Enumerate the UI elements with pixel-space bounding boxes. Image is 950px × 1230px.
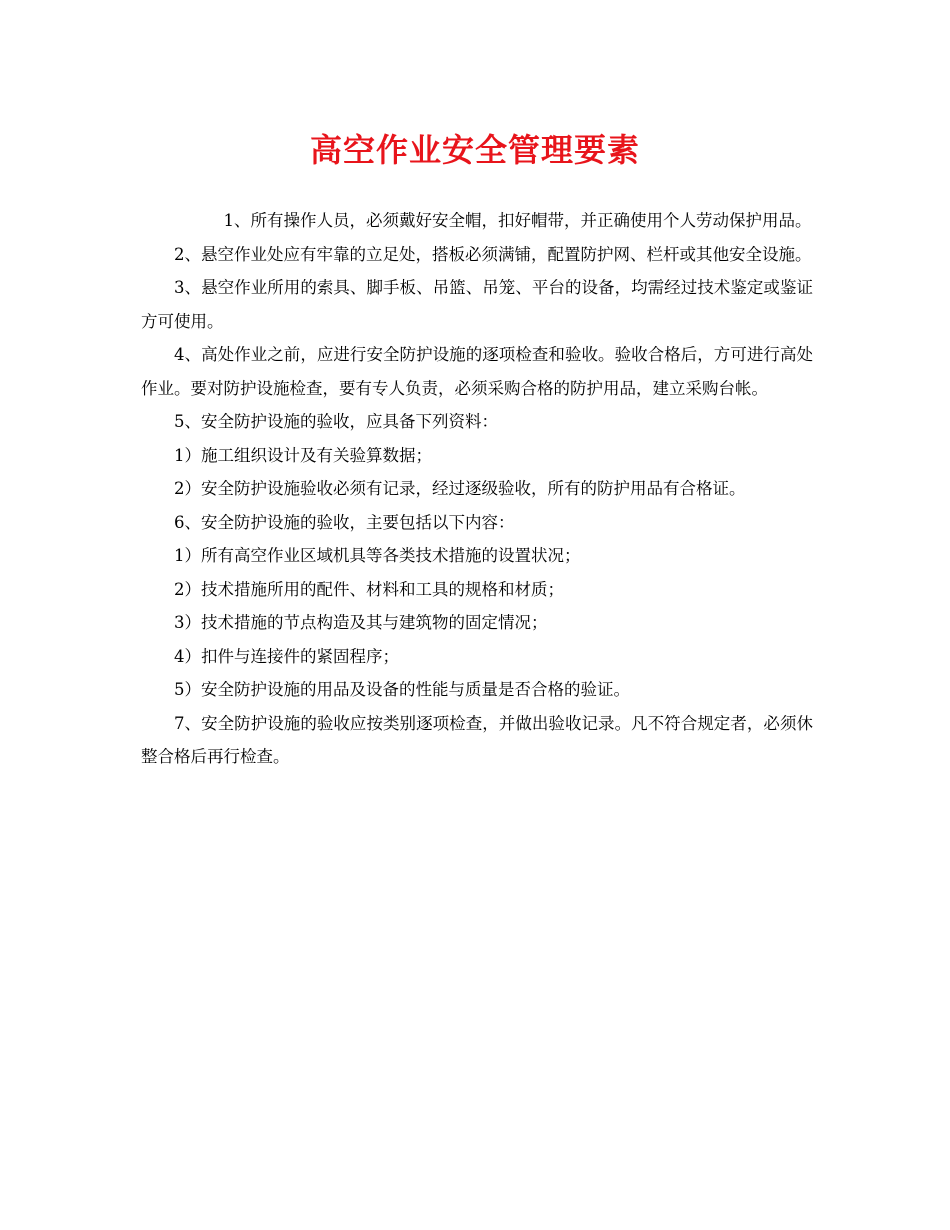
document-title: 高空作业安全管理要素 [309,131,640,169]
paragraph-3: 3、悬空作业所用的索具、脚手板、吊篮、吊笼、平台的设备，均需经过技术鉴定或鉴证方可使用。 [141,278,813,331]
paragraph-2: 2、悬空作业处应有牢靠的立足处，搭板必须满铺，配置防护网、栏杆或其他安全设施。 [174,244,812,264]
list-item-6-5: 5）安全防护设施的用品及设备的性能与质量是否合格的验证。 [174,680,630,699]
list-item-6-3: 3）技术措施的节点构造及其与建筑物的固定情况； [174,613,548,632]
document-body [141,204,813,774]
list-item-5-1: 1）施工组织设计及有关验算数据； [174,445,432,465]
list-item-6-4: 4）扣件与连接件的紧固程序； [174,646,399,666]
paragraph-1: 1、所有操作人员，必须戴好安全帽，扣好帽带，并正确使用个人劳动保护用品。 [223,211,812,230]
paragraph-7: 7、安全防护设施的验收应按类别逐项检查，并做出验收记录。凡不符合规定者，必须休整合格后再行检查。 [141,713,813,766]
paragraph-6: 6、安全防护设施的验收，主要包括以下内容： [174,512,515,532]
paragraph-5: 5、安全防护设施的验收，应具备下列资料： [174,412,498,431]
list-item-5-2: 2）安全防护设施验收必须有记录，经过逐级验收，所有的防护用品有合格证。 [174,479,746,498]
list-item-6-1: 1）所有高空作业区域机具等各类技术措施的设置状况； [174,546,581,565]
paragraph-4: 4、高处作业之前，应进行安全防护设施的逐项检查和验收。验收合格后，方可进行高处作业。要对防护设施检查，要有专人负责，必须采购合格的防护用品，建立采购台帐。 [141,345,813,398]
list-item-6-2: 2）技术措施所用的配件、材料和工具的规格和材质； [174,579,564,599]
